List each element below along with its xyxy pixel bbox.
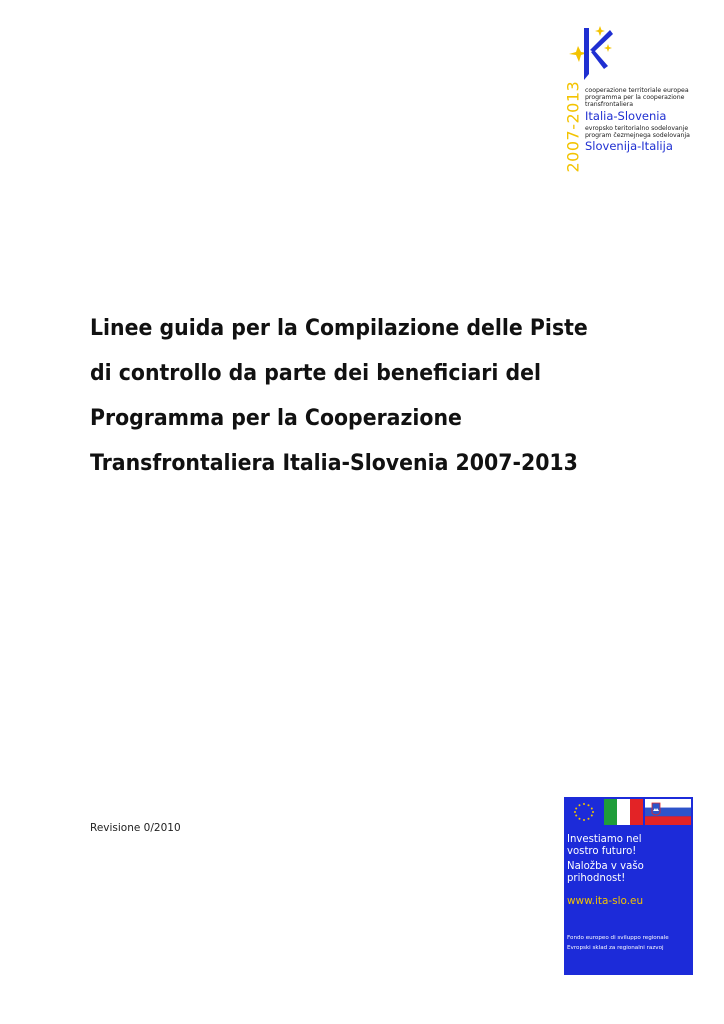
logo-italian-line-1: cooperazione territoriale europea bbox=[585, 87, 689, 94]
slogan-sl-line-2: prihodnost! bbox=[567, 870, 626, 884]
logo-slovenian-line-2: program čezmejnega sodelovanja bbox=[585, 131, 690, 139]
title-line-4: Transfrontaliera Italia-Slovenia 2007-2013 bbox=[90, 451, 578, 476]
revision-label: Revisione 0/2010 bbox=[90, 822, 181, 834]
slogan-italian bbox=[567, 833, 642, 856]
flags-strip bbox=[566, 799, 691, 825]
slogan-slovenian bbox=[567, 860, 644, 883]
logo-slovenian-line-1: evropsko teritorialno sodelovanje bbox=[585, 124, 689, 132]
logo-years-text: 2007-2013 bbox=[563, 80, 583, 173]
website-link[interactable]: www.ita-slo.eu bbox=[567, 894, 644, 907]
stars-cross-icon bbox=[564, 24, 616, 84]
fund-name-slovenian: Evropski sklad za regionalni razvoj bbox=[567, 945, 664, 951]
title-line-3: Programma per la Cooperazione bbox=[90, 406, 462, 431]
funding-box bbox=[564, 797, 693, 975]
slovenia-flag-icon bbox=[645, 799, 691, 825]
italy-flag-icon bbox=[604, 799, 643, 825]
fund-name-italian: Fondo europeo di sviluppo regionale bbox=[567, 935, 669, 941]
title-line-1: Linee guida per la Compilazione delle Piste bbox=[90, 316, 588, 341]
logo-years bbox=[562, 80, 583, 174]
slogan-sl-line-1: Naložba v vašo bbox=[567, 859, 644, 872]
document-title bbox=[90, 306, 629, 486]
logo-slovenian-name: Slovenija-Italija bbox=[585, 139, 673, 154]
eu-flag-icon bbox=[566, 799, 602, 825]
logo-italian-name: Italia-Slovenia bbox=[585, 108, 667, 123]
slogan-it-line-1: Investiamo nel bbox=[567, 832, 642, 845]
logo-italian-line-3: transfrontaliera bbox=[585, 101, 633, 109]
title-line-2: di controllo da parte dei beneficiari del bbox=[90, 361, 542, 386]
program-logo bbox=[560, 24, 700, 174]
logo-italian-line-2: programma per la cooperazione bbox=[585, 94, 685, 102]
logo-text-block bbox=[585, 87, 705, 155]
slogan-it-line-2: vostro futuro! bbox=[567, 843, 637, 857]
